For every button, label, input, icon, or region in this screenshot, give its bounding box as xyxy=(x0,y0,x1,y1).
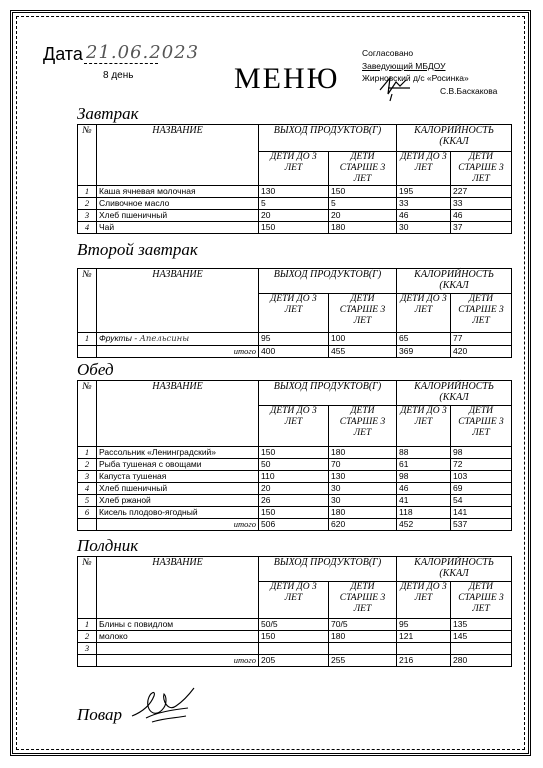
approval-line: С.В.Баскакова xyxy=(440,85,498,96)
dish-name xyxy=(97,333,259,346)
table-row xyxy=(78,471,512,483)
total-cal-under3: 452 xyxy=(397,519,451,531)
cal-under3: 121 xyxy=(397,631,451,643)
row-num: 1 xyxy=(78,333,97,346)
col-cal-under3-header: ДЕТИ ДО 3 ЛЕТ xyxy=(397,582,451,619)
yield-under3: 150 xyxy=(259,447,329,459)
date-underline xyxy=(84,63,158,64)
row-num: 4 xyxy=(78,222,97,234)
cal-under3: 46 xyxy=(397,483,451,495)
col-yield-header: ВЫХОД ПРОДУКТОВ(Г) xyxy=(259,125,397,152)
date-label: Дата xyxy=(43,44,83,64)
row-num: 5 xyxy=(78,495,97,507)
cal-over3: 33 xyxy=(451,198,512,210)
cal-under3: 46 xyxy=(397,210,451,222)
row-num: 3 xyxy=(78,210,97,222)
snack-table xyxy=(77,556,512,667)
col-num-header: № xyxy=(78,125,97,186)
yield-under3: 5 xyxy=(259,198,329,210)
cal-under3: 118 xyxy=(397,507,451,519)
col-cal-under3-header: ДЕТИ ДО 3 ЛЕТ xyxy=(397,406,451,447)
dish-name: Хлеб ржаной xyxy=(97,495,259,507)
cal-over3: 46 xyxy=(451,210,512,222)
yield-under3: 95 xyxy=(259,333,329,346)
col-calories-header: КАЛОРИЙНОСТЬ (ККАЛ xyxy=(397,381,512,406)
yield-over3 xyxy=(329,643,397,655)
dish-name: Рыба тушеная с овощами xyxy=(97,459,259,471)
yield-under3: 150 xyxy=(259,222,329,234)
row-num: 2 xyxy=(78,198,97,210)
cal-over3: 77 xyxy=(451,333,512,346)
cal-over3: 135 xyxy=(451,619,512,631)
total-label: итого xyxy=(97,655,259,667)
col-over3-header: ДЕТИ СТАРШЕ 3 ЛЕТ xyxy=(329,582,397,619)
col-over3-header: ДЕТИ СТАРШЕ 3 ЛЕТ xyxy=(329,152,397,186)
yield-under3: 110 xyxy=(259,471,329,483)
section-title-lunch: Обед xyxy=(77,360,114,379)
col-yield-header: ВЫХОД ПРОДУКТОВ(Г) xyxy=(259,381,397,406)
row-num: 1 xyxy=(78,186,97,198)
dish-name: Капуста тушеная xyxy=(97,471,259,483)
cal-over3: 141 xyxy=(451,507,512,519)
col-num-header: № xyxy=(78,557,97,619)
col-over3-header: ДЕТИ СТАРШЕ 3 ЛЕТ xyxy=(329,406,397,447)
yield-under3: 20 xyxy=(259,483,329,495)
yield-over3: 30 xyxy=(329,483,397,495)
yield-under3: 50/5 xyxy=(259,619,329,631)
yield-over3: 150 xyxy=(329,186,397,198)
approval-line: Заведующий МБДОУ xyxy=(362,60,446,71)
yield-under3: 26 xyxy=(259,495,329,507)
col-num-header: № xyxy=(78,381,97,447)
yield-over3: 20 xyxy=(329,210,397,222)
cal-under3 xyxy=(397,643,451,655)
col-under3-header: ДЕТИ ДО 3 ЛЕТ xyxy=(259,294,329,333)
cal-over3: 72 xyxy=(451,459,512,471)
table-row xyxy=(78,186,512,198)
cal-over3: 227 xyxy=(451,186,512,198)
cal-under3: 65 xyxy=(397,333,451,346)
table-row xyxy=(78,507,512,519)
table-row xyxy=(78,619,512,631)
cal-under3: 195 xyxy=(397,186,451,198)
col-cal-over3-header: ДЕТИ СТАРШЕ 3 ЛЕТ xyxy=(451,294,512,333)
cal-under3: 95 xyxy=(397,619,451,631)
row-num: 1 xyxy=(78,447,97,459)
total-row xyxy=(78,346,512,358)
col-cal-over3-header: ДЕТИ СТАРШЕ 3 ЛЕТ xyxy=(451,152,512,186)
row-num: 4 xyxy=(78,483,97,495)
total-label: итого xyxy=(97,346,259,358)
director-signature xyxy=(376,72,418,102)
table-row xyxy=(78,643,512,655)
yield-over3: 100 xyxy=(329,333,397,346)
cal-under3: 98 xyxy=(397,471,451,483)
yield-under3: 50 xyxy=(259,459,329,471)
yield-over3: 5 xyxy=(329,198,397,210)
col-name-header: НАЗВАНИЕ xyxy=(97,269,259,333)
cal-under3: 30 xyxy=(397,222,451,234)
dish-name: Хлеб пшеничный xyxy=(97,210,259,222)
cal-over3: 103 xyxy=(451,471,512,483)
total-yield-over3: 255 xyxy=(329,655,397,667)
dish-name: Сливочное масло xyxy=(97,198,259,210)
cook-label: Повар xyxy=(77,705,123,724)
table-row xyxy=(78,333,512,346)
yield-over3: 180 xyxy=(329,631,397,643)
col-name-header: НАЗВАНИЕ xyxy=(97,381,259,447)
yield-over3: 30 xyxy=(329,495,397,507)
total-row xyxy=(78,655,512,667)
dish-name-printed: Фрукты - xyxy=(99,333,138,343)
table-row xyxy=(78,198,512,210)
total-yield-under3: 400 xyxy=(259,346,329,358)
yield-under3 xyxy=(259,643,329,655)
col-name-header: НАЗВАНИЕ xyxy=(97,557,259,619)
table-row xyxy=(78,222,512,234)
row-num: 2 xyxy=(78,631,97,643)
col-yield-header: ВЫХОД ПРОДУКТОВ(Г) xyxy=(259,557,397,582)
col-calories-header: КАЛОРИЙНОСТЬ (ККАЛ xyxy=(397,557,512,582)
dish-name: Рассольник «Ленинградский» xyxy=(97,447,259,459)
total-cal-under3: 216 xyxy=(397,655,451,667)
dish-name: Хлеб пшеничный xyxy=(97,483,259,495)
dish-name: Кисель плодово-ягодный xyxy=(97,507,259,519)
dish-name: молоко xyxy=(97,631,259,643)
col-under3-header: ДЕТИ ДО 3 ЛЕТ xyxy=(259,582,329,619)
col-calories-header: КАЛОРИЙНОСТЬ (ККАЛ xyxy=(397,125,512,152)
cal-over3 xyxy=(451,643,512,655)
approval-line: Жирновский д/с «Росинка» xyxy=(362,73,469,83)
row-num: 1 xyxy=(78,619,97,631)
cal-under3: 88 xyxy=(397,447,451,459)
cal-under3: 61 xyxy=(397,459,451,471)
day-number: 8 день xyxy=(103,70,134,81)
yield-under3: 150 xyxy=(259,507,329,519)
row-num: 3 xyxy=(78,643,97,655)
table-row xyxy=(78,210,512,222)
yield-under3: 130 xyxy=(259,186,329,198)
cal-over3: 54 xyxy=(451,495,512,507)
total-yield-under3: 506 xyxy=(259,519,329,531)
cal-over3: 98 xyxy=(451,447,512,459)
row-num: 6 xyxy=(78,507,97,519)
row-num: 3 xyxy=(78,471,97,483)
total-cal-under3: 369 xyxy=(397,346,451,358)
col-num-header: № xyxy=(78,269,97,333)
lunch-table xyxy=(77,380,512,531)
section-title-snack: Полдник xyxy=(77,536,139,555)
total-cal-over3: 280 xyxy=(451,655,512,667)
col-under3-header: ДЕТИ ДО 3 ЛЕТ xyxy=(259,406,329,447)
col-cal-over3-header: ДЕТИ СТАРШЕ 3 ЛЕТ xyxy=(451,406,512,447)
cook-signature xyxy=(128,682,200,728)
table-row xyxy=(78,483,512,495)
col-under3-header: ДЕТИ ДО 3 ЛЕТ xyxy=(259,152,329,186)
cal-over3: 145 xyxy=(451,631,512,643)
cal-under3: 41 xyxy=(397,495,451,507)
table-row xyxy=(78,495,512,507)
col-cal-over3-header: ДЕТИ СТАРШЕ 3 ЛЕТ xyxy=(451,582,512,619)
total-row xyxy=(78,519,512,531)
total-yield-under3: 205 xyxy=(259,655,329,667)
page-title: МЕНЮ xyxy=(234,62,340,95)
yield-over3: 70/5 xyxy=(329,619,397,631)
total-label: итого xyxy=(97,519,259,531)
section-title-breakfast: Завтрак xyxy=(77,104,139,123)
dish-name-handwritten: Апельсины xyxy=(139,334,190,344)
total-cal-over3: 537 xyxy=(451,519,512,531)
yield-under3: 150 xyxy=(259,631,329,643)
dish-name: Каша ячневая молочная xyxy=(97,186,259,198)
total-cal-over3: 420 xyxy=(451,346,512,358)
col-calories-header: КАЛОРИЙНОСТЬ (ККАЛ xyxy=(397,269,512,294)
yield-over3: 70 xyxy=(329,459,397,471)
dish-name xyxy=(97,643,259,655)
col-cal-under3-header: ДЕТИ ДО 3 ЛЕТ xyxy=(397,152,451,186)
dish-name: Блины с повидлом xyxy=(97,619,259,631)
yield-over3: 180 xyxy=(329,447,397,459)
cal-over3: 69 xyxy=(451,483,512,495)
col-yield-header: ВЫХОД ПРОДУКТОВ(Г) xyxy=(259,269,397,294)
date-value: 21.06.2023 xyxy=(86,42,200,63)
approval-line: Согласовано xyxy=(362,48,414,58)
second-breakfast-table xyxy=(77,268,512,358)
yield-over3: 180 xyxy=(329,222,397,234)
cal-over3: 37 xyxy=(451,222,512,234)
section-title-second-breakfast: Второй завтрак xyxy=(77,240,198,259)
yield-over3: 130 xyxy=(329,471,397,483)
breakfast-table xyxy=(77,124,512,234)
row-num: 2 xyxy=(78,459,97,471)
total-yield-over3: 455 xyxy=(329,346,397,358)
table-row xyxy=(78,447,512,459)
yield-over3: 180 xyxy=(329,507,397,519)
yield-under3: 20 xyxy=(259,210,329,222)
dish-name: Чай xyxy=(97,222,259,234)
table-row xyxy=(78,459,512,471)
col-name-header: НАЗВАНИЕ xyxy=(97,125,259,186)
total-yield-over3: 620 xyxy=(329,519,397,531)
table-row xyxy=(78,631,512,643)
col-cal-under3-header: ДЕТИ ДО 3 ЛЕТ xyxy=(397,294,451,333)
cal-under3: 33 xyxy=(397,198,451,210)
col-over3-header: ДЕТИ СТАРШЕ 3 ЛЕТ xyxy=(329,294,397,333)
